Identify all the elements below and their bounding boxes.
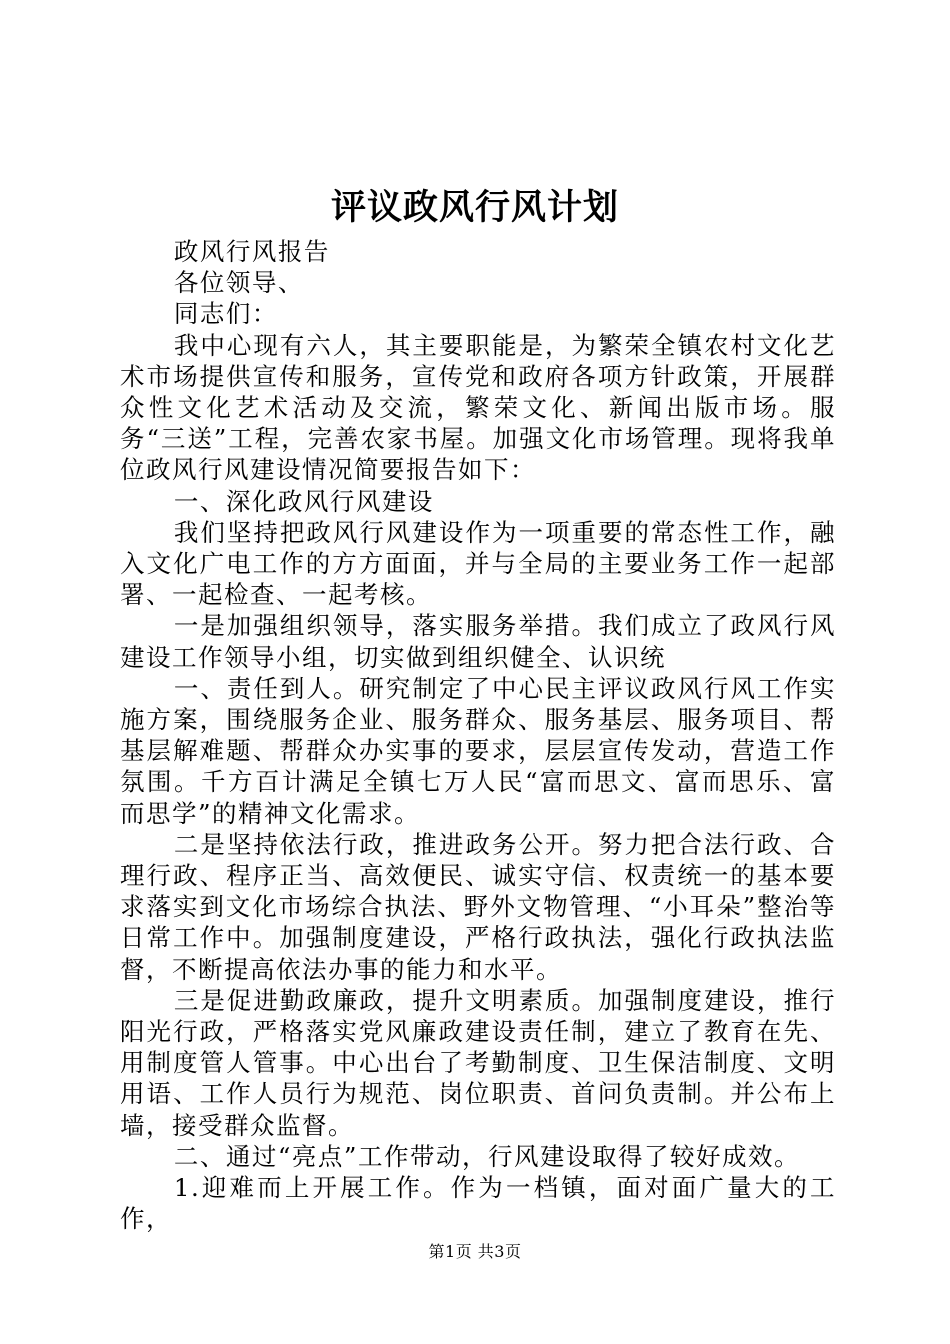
paragraph: 同志们： xyxy=(173,299,278,329)
paragraph: 我们坚持把政风行风建设作为一项重要的常态性工作，融入文化广电工作的方方面面，并与全局的主要业务工作一起部署、一起检查、一起考核。 xyxy=(120,517,836,610)
paragraph: 一、责任到人。研究制定了中心民主评议政风行风工作实施方案，围绕服务企业、服务群众、服务基层、服务项目、帮基层解难题、帮群众办实事的要求，层层宣传发动，营造工作氛围。千方百计满足全镇七万人民“富而思文、富而思乐、富而思学”的精神文化需求。 xyxy=(120,673,836,828)
paragraph: 我中心现有六人，其主要职能是，为繁荣全镇农村文化艺术市场提供宣传和服务，宣传党和政府各项方针政策，开展群众性文化艺术活动及交流，繁荣文化、新闻出版市场。服务“三送”工程，完善农家书屋。加强文化市场管理。现将我单位政风行风建设情况简要报告如下： xyxy=(120,330,836,485)
paragraph: 各位领导、 xyxy=(173,268,304,298)
paragraph: 三是促进勤政廉政，提升文明素质。加强制度建设，推行阳光行政，严格落实党风廉政建设责任制，建立了教育在先、用制度管人管事。中心出台了考勤制度、卫生保洁制度、文明用语、工作人员行为规范、岗位职责、首问负责制。并公布上墙，接受群众监督。 xyxy=(120,985,836,1140)
paragraph: 政风行风报告 xyxy=(173,237,330,266)
paragraph: 一是加强组织领导，落实服务举措。我们成立了政风行风建设工作领导小组，切实做到组织健全、认识统 xyxy=(120,611,836,672)
paragraph: 二、通过“亮点”工作带动，行风建设取得了较好成效。 xyxy=(173,1141,800,1171)
paragraph: 一、深化政风行风建设 xyxy=(173,486,434,516)
document-body xyxy=(120,236,836,1235)
document-title: 评议政风行风计划 xyxy=(330,187,619,228)
page-number-footer: 第1页 共3页 xyxy=(428,1242,522,1261)
paragraph: 1.迎难而上开展工作。作为一档镇，面对面广量大的工作， xyxy=(120,1173,836,1234)
paragraph: 二是坚持依法行政，推进政务公开。努力把合法行政、合理行政、程序正当、高效便民、诚实守信、权责统一的基本要求落实到文化市场综合执法、野外文物管理、“小耳朵”整治等日常工作中。加强制度建设，严格行政执法，强化行政执法监督，不断提高依法办事的能力和水平。 xyxy=(120,829,836,984)
